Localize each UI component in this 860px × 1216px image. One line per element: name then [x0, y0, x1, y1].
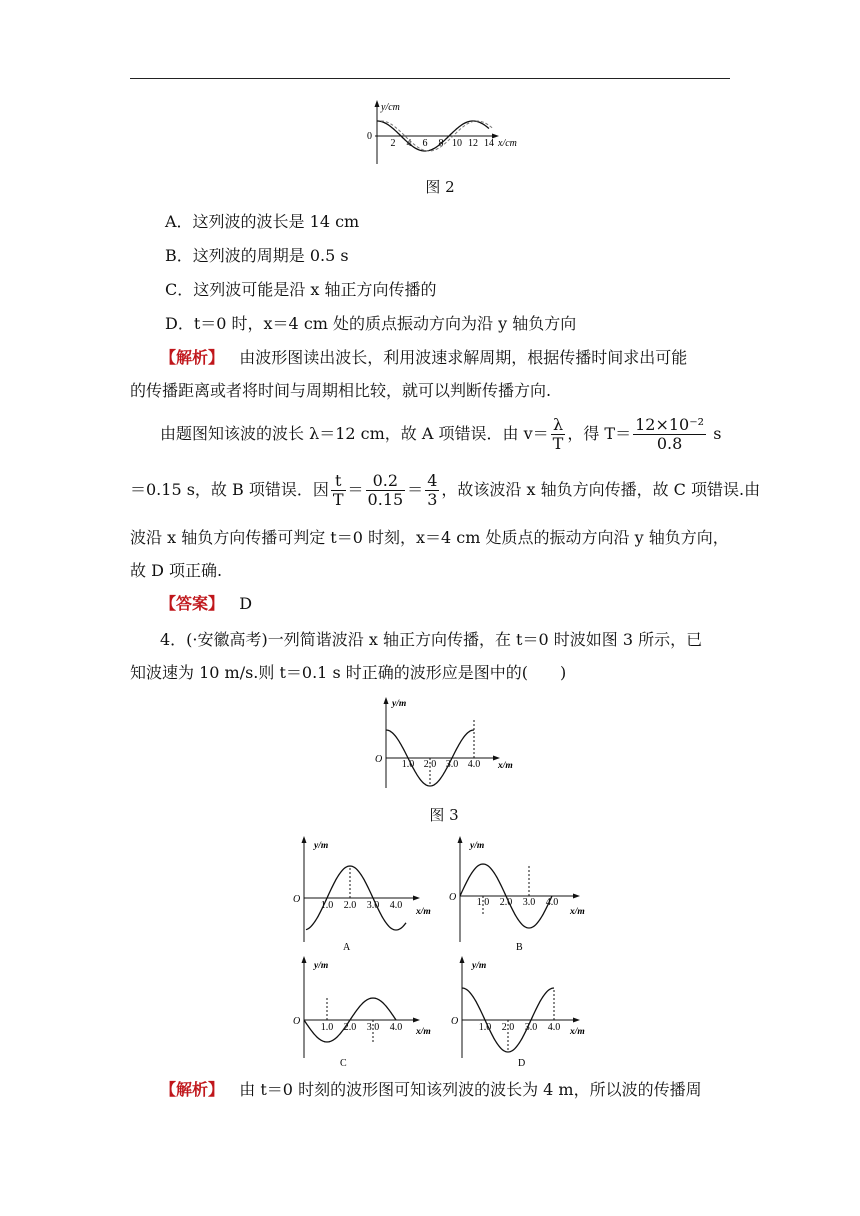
svg-text:x/m: x/m [416, 1027, 431, 1037]
fraction-four-thirds: $\frac{4}{3}$ [427, 471, 438, 509]
svg-text:3.0: 3.0 [366, 900, 380, 911]
figure-3 [370, 694, 520, 792]
fig3-tick: 1.0 [401, 759, 415, 770]
fig2-tick: 6 [422, 138, 428, 149]
option-figure-c [288, 952, 438, 1070]
fig3-tick: 2.0 [423, 759, 437, 770]
option-c-label: C [340, 1058, 347, 1069]
option-d: D．t＝0 时，x＝4 cm 处的质点振动方向为沿 y 轴负方向 [165, 314, 577, 333]
fraction-period: $\frac{\text{12×10⁻²}}{0.8}$ [635, 415, 705, 453]
answer-value: D [239, 594, 253, 613]
svg-text:4.0: 4.0 [389, 1022, 403, 1033]
svg-text:1.0: 1.0 [478, 1022, 492, 1033]
svg-text:2.0: 2.0 [343, 1022, 357, 1033]
figure-3-caption: 图 3 [429, 806, 459, 824]
svg-text:1.0: 1.0 [320, 1022, 334, 1033]
svg-text:y/m: y/m [472, 961, 487, 971]
fig2-ylabel: y/cm [381, 102, 400, 113]
question-4-line-1: 4．(·安徽高考)一列简谐波沿 x 轴正方向传播，在 t＝0 时波如图 3 所示，已 [160, 630, 703, 649]
header-rule [130, 78, 730, 79]
option-d-label: D [518, 1058, 526, 1069]
svg-text:2.0: 2.0 [499, 897, 513, 908]
svg-text:3.0: 3.0 [366, 1022, 380, 1033]
fig3-tick: 4.0 [467, 759, 481, 770]
question-4-line-2: 知波速为 10 m/s.则 t＝0.1 s 时正确的波形应是图中的( ) [130, 663, 567, 682]
option-b-label: B [516, 942, 523, 953]
fig2-tick: 8 [438, 138, 444, 149]
svg-text:2.0: 2.0 [343, 900, 357, 911]
svg-text:O: O [451, 1016, 459, 1027]
analysis-line-3: 由题图知该波的波长 λ＝12 cm，故 A 项错误．由 v＝ $\frac{\lambda}{T}$ ，得 T＝ $\frac{\text{12×10⁻²}}{0.8}$ s [160, 415, 722, 453]
figure-2-caption: 图 2 [425, 178, 455, 196]
option-figure-d [448, 952, 598, 1070]
option-a-label: A [343, 942, 351, 953]
fig2-tick: 10 [452, 138, 462, 149]
svg-text:4.0: 4.0 [545, 897, 559, 908]
answer-line [160, 594, 730, 614]
analysis-line-1: 【解析】 由波形图读出波长，利用波速求解周期，根据传播时间求出可能 [160, 348, 688, 367]
option-b: B．这列波的周期是 0.5 s [165, 246, 349, 265]
fraction-t-over-T: $\frac{t}{T}$ [332, 471, 344, 509]
svg-text:3.0: 3.0 [522, 897, 536, 908]
fig2-tick: 12 [468, 138, 478, 149]
fig2-tick: 4 [406, 138, 412, 149]
svg-text:4.0: 4.0 [389, 900, 403, 911]
svg-text:y/m: y/m [470, 841, 485, 851]
q4-analysis-line: 【解析】 由 t＝0 时刻的波形图可知该列波的波长为 4 m，所以波的传播周 [160, 1080, 702, 1099]
svg-text:3.0: 3.0 [524, 1022, 538, 1033]
option-a: A．这列波的波长是 14 cm [165, 212, 360, 231]
fig2-tick: 14 [484, 138, 494, 149]
svg-text:1.0: 1.0 [320, 900, 334, 911]
analysis-tag: 【解析】 [160, 348, 225, 367]
svg-text:O: O [449, 892, 457, 903]
analysis-line-4: ＝0.15 s，故 B 项错误．因 $\frac{t}{T}$ ＝ $\frac{0.2}{0.15}$ ＝ $\frac{4}{3}$ ，故该波沿 x 轴负方向传播，故 C 项错误.由 [130, 471, 761, 509]
svg-text:x/m: x/m [416, 907, 431, 917]
fraction-ratio: $\frac{0.2}{0.15}$ [367, 471, 404, 509]
svg-text:2.0: 2.0 [501, 1022, 515, 1033]
figure-2 [365, 98, 525, 168]
analysis-line-5: 波沿 x 轴负方向传播可判定 t＝0 时刻，x＝4 cm 处质点的振动方向沿 y 轴负方向， [130, 528, 729, 547]
fig3-origin: O [375, 754, 383, 765]
svg-text:1.0: 1.0 [476, 897, 490, 908]
answer-tag: 【答案】 [160, 594, 225, 613]
svg-text:y/m: y/m [314, 841, 329, 851]
fraction-lambda-over-t: $\frac{\lambda}{T}$ [552, 415, 564, 453]
fig3-xlabel: x/m [498, 761, 513, 771]
fig2-xlabel: x/cm [498, 138, 517, 149]
svg-text:O: O [293, 1016, 301, 1027]
svg-text:x/m: x/m [570, 907, 585, 917]
fig2-tick: 2 [390, 138, 396, 149]
analysis-line-6: 故 D 项正确. [130, 561, 223, 580]
fig3-ylabel: y/m [392, 699, 407, 709]
option-figure-a [288, 832, 438, 954]
option-figure-b [448, 832, 598, 954]
svg-text:O: O [293, 894, 301, 905]
fig3-tick: 3.0 [445, 759, 459, 770]
svg-text:x/m: x/m [570, 1027, 585, 1037]
q4-analysis-tag: 【解析】 [160, 1080, 225, 1099]
svg-text:4.0: 4.0 [547, 1022, 561, 1033]
analysis-line-2: 的传播距离或者将时间与周期相比较，就可以判断传播方向. [130, 381, 552, 400]
fig2-origin: 0 [367, 131, 372, 142]
option-c: C．这列波可能是沿 x 轴正方向传播的 [165, 280, 437, 299]
svg-text:y/m: y/m [314, 961, 329, 971]
